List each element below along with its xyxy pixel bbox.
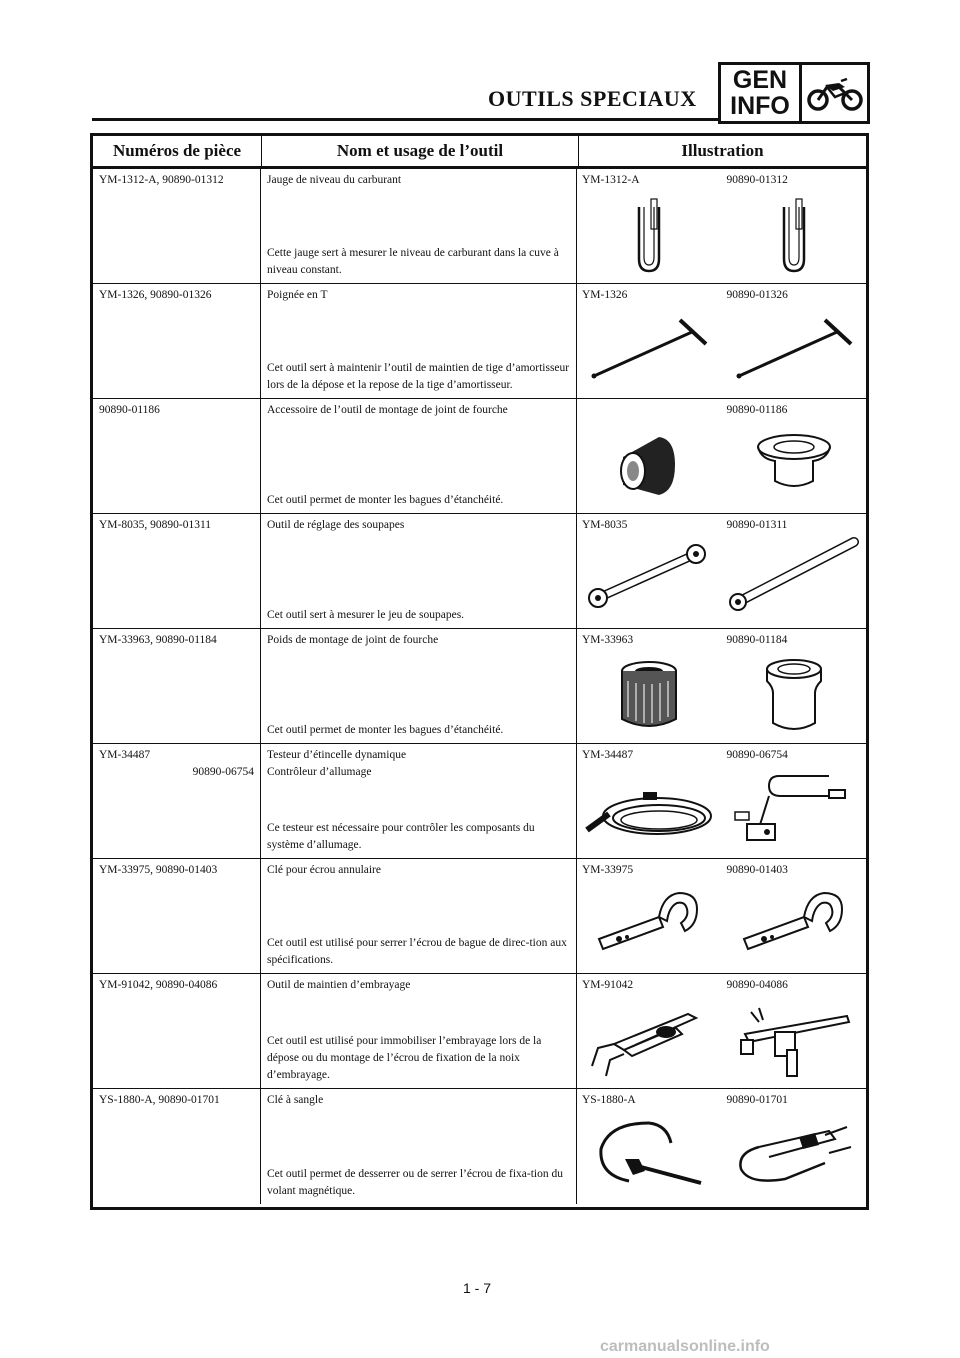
illustration-cell: [577, 974, 866, 1088]
watermark: carmanualsonline.info: [600, 1338, 770, 1355]
tool-name-cell: [261, 284, 577, 398]
table-row: [93, 859, 866, 974]
ring-nut-wrench-icon: [589, 887, 709, 957]
tool-usage: Cet outil sert à mesurer le jeu de soupapes.: [267, 609, 465, 621]
badge-text: [721, 65, 802, 121]
tool-usage: Ce testeur est nécessaire pour contrôler les composants du système d’allumage.: [267, 822, 535, 851]
tool-name: Accessoire de l’outil de montage de joint de fourche: [267, 404, 508, 416]
strap-wrench-icon: [729, 1113, 859, 1193]
tool-name: Testeur d’étincelle dynamique: [267, 749, 407, 761]
part-number: YM-1312-A, 90890-01312: [93, 169, 261, 283]
tool-name-cell: [261, 974, 577, 1088]
tool-usage: Cet outil sert à maintenir l’outil de maintien de tige d’amortisseur lors de la dépose et la repose de la tige d’amortisseur.: [267, 362, 570, 391]
tool-name-cell: [261, 514, 577, 628]
illustration-label: YM-1326: [582, 289, 628, 301]
spark-tester-icon: [579, 770, 719, 850]
tool-name: Poignée en T: [267, 289, 328, 301]
illustration-right: [722, 744, 867, 858]
page-number: 1 - 7: [463, 1280, 492, 1296]
tool-name-cell: [261, 399, 577, 513]
section-badge: [718, 62, 870, 124]
motorcycle-icon: [802, 65, 867, 121]
tool-name: Clé pour écrou annulaire: [267, 864, 381, 876]
illustration-left: [577, 1089, 722, 1204]
illustration-right: [722, 859, 867, 973]
tool-name: Clé à sangle: [267, 1094, 324, 1106]
valve-adjuster-icon: [724, 534, 864, 614]
tool-usage: Cet outil permet de monter les bagues d’étanchéité.: [267, 494, 504, 506]
tool-name: Jauge de niveau du carburant: [267, 174, 402, 186]
illustration-label: 90890-01701: [726, 1094, 788, 1106]
tool-usage: Cette jauge sert à mesurer le niveau de carburant dans la cuve à niveau constant.: [267, 247, 559, 276]
badge-line2: INFO: [730, 92, 790, 120]
part-number: YM-33975, 90890-01403: [93, 859, 261, 973]
illustration-label: 90890-01403: [726, 864, 788, 876]
part-number: YM-34487: [99, 749, 151, 761]
seal-installer-attachment-icon: [609, 429, 689, 505]
part-number: YM-91042, 90890-04086: [93, 974, 261, 1088]
valve-adjuster-icon: [584, 540, 714, 610]
illustration-label: 90890-01311: [726, 519, 788, 531]
illustration-label: 90890-04086: [726, 979, 788, 991]
illustration-left: [577, 399, 722, 513]
illustration-label: YM-8035: [582, 519, 628, 531]
table-row: [93, 169, 866, 284]
clutch-holder-icon: [729, 994, 859, 1082]
illustration-right: [722, 974, 867, 1088]
illustration-left: [577, 169, 722, 283]
illustration-right: [722, 169, 867, 283]
strap-wrench-icon: [589, 1113, 709, 1193]
tool-name: Outil de réglage des soupapes: [267, 519, 405, 531]
illustration-right: [722, 514, 867, 628]
tool-name: Poids de montage de joint de fourche: [267, 634, 439, 646]
illustration-cell: [577, 859, 866, 973]
part-number-cell: [93, 744, 261, 858]
table-row: [93, 629, 866, 744]
part-number: YS-1880-A, 90890-01701: [93, 1089, 261, 1204]
seal-driver-weight-icon: [759, 657, 829, 737]
t-handle-icon: [584, 314, 714, 384]
illustration-label: YM-34487: [582, 749, 634, 761]
clutch-holder-icon: [584, 998, 714, 1078]
seal-installer-attachment-icon: [749, 429, 839, 499]
illustration-cell: [577, 629, 866, 743]
fuel-gauge-icon: [629, 197, 669, 277]
illustration-label: YS-1880-A: [582, 1094, 636, 1106]
illustration-cell: [577, 744, 866, 858]
fuel-gauge-icon: [774, 197, 814, 277]
table-row: [93, 514, 866, 629]
header-illustration: Illustration: [681, 141, 764, 160]
table-row: [93, 744, 866, 859]
illustration-label: 90890-01186: [726, 404, 788, 416]
table-header: [93, 136, 866, 169]
part-number-alt: 90890-06754: [192, 766, 254, 778]
illustration-cell: [577, 514, 866, 628]
tool-name-cell: [261, 169, 577, 283]
illustration-label: YM-33975: [582, 864, 634, 876]
illustration-right: [722, 1089, 867, 1204]
illustration-right: [722, 399, 867, 513]
illustration-left: [577, 859, 722, 973]
tool-name-cell: [261, 629, 577, 743]
seal-driver-weight-icon: [614, 657, 684, 737]
table-row: [93, 974, 866, 1089]
illustration-cell: [577, 284, 866, 398]
part-number: YM-33963, 90890-01184: [93, 629, 261, 743]
illustration-right: [722, 284, 867, 398]
illustration-left: [577, 974, 722, 1088]
tool-usage: Cet outil permet de monter les bagues d’étanchéité.: [267, 724, 504, 736]
header-rule: [92, 118, 718, 121]
ignition-checker-icon: [729, 768, 859, 850]
table-row: [93, 1089, 866, 1204]
table-row: [93, 284, 866, 399]
special-tools-table: [90, 133, 869, 1210]
t-handle-icon: [729, 314, 859, 384]
illustration-cell: [577, 1089, 866, 1204]
illustration-cell: [577, 399, 866, 513]
table-row: [93, 399, 866, 514]
part-number: 90890-01186: [93, 399, 261, 513]
illustration-label: YM-91042: [582, 979, 634, 991]
illustration-label: YM-33963: [582, 634, 634, 646]
illustration-label: 90890-01326: [726, 289, 788, 301]
header-part-numbers: Numéros de pièce: [93, 136, 262, 166]
tool-usage: Cet outil est utilisé pour serrer l’écrou de bague de direc-tion aux spécifications.: [267, 937, 567, 966]
tool-name-cell: [261, 859, 577, 973]
illustration-label: 90890-06754: [726, 749, 788, 761]
illustration-label: YM-1312-A: [582, 174, 640, 186]
tool-name-alt: Contrôleur d’allumage: [267, 766, 372, 778]
header-tool-name: Nom et usage de l’outil: [262, 136, 579, 166]
illustration-cell: [577, 169, 866, 283]
illustration-right: [722, 629, 867, 743]
illustration-left: [577, 744, 722, 858]
illustration-left: [577, 284, 722, 398]
tool-name-cell: [261, 744, 577, 858]
ring-nut-wrench-icon: [734, 887, 854, 957]
page-title: OUTILS SPECIAUX: [488, 86, 697, 111]
tool-usage: Cet outil permet de desserrer ou de serrer l’écrou de fixa-tion du volant magnétique.: [267, 1168, 564, 1197]
illustration-left: [577, 514, 722, 628]
tool-name-cell: [261, 1089, 577, 1204]
tool-usage: Cet outil est utilisé pour immobiliser l’embrayage lors de la dépose ou du montage de l’écrou de fixation de la noix d’embrayage.: [267, 1035, 542, 1081]
part-number: YM-1326, 90890-01326: [93, 284, 261, 398]
badge-line1: GEN: [732, 66, 788, 94]
tool-name: Outil de maintien d’embrayage: [267, 979, 411, 991]
illustration-label: 90890-01184: [726, 634, 788, 646]
illustration-label: 90890-01312: [726, 174, 788, 186]
illustration-left: [577, 629, 722, 743]
part-number: YM-8035, 90890-01311: [93, 514, 261, 628]
